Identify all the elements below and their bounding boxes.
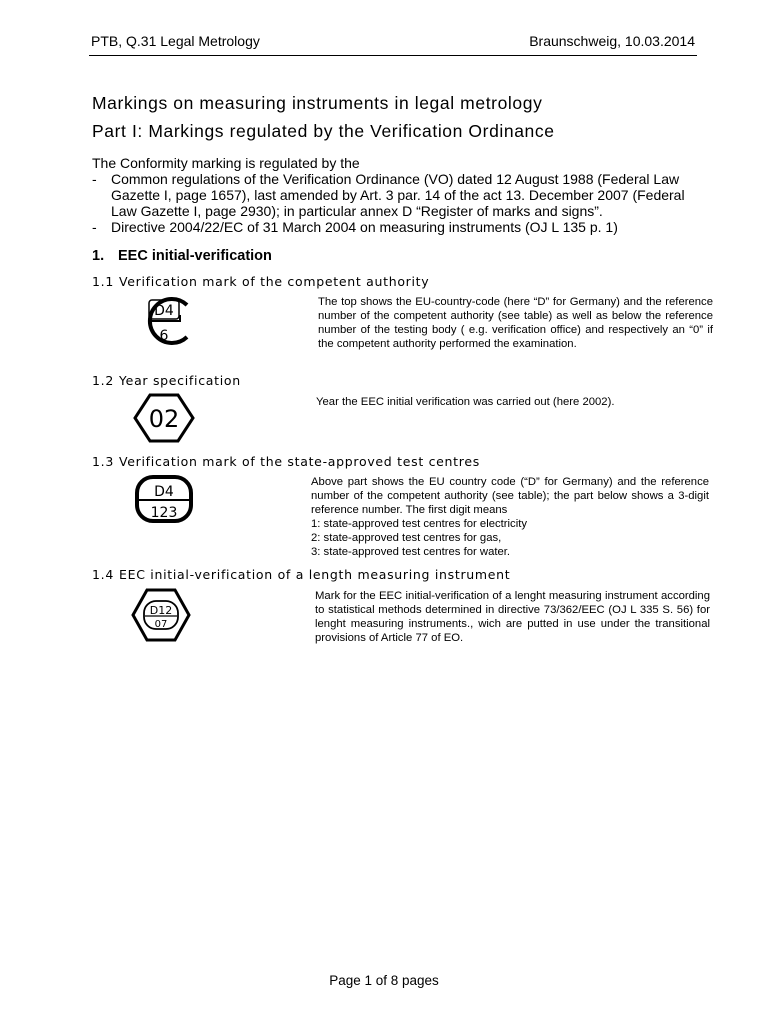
mark-top-text: D12 [149, 604, 173, 617]
list-item-text: Common regulations of the Verification Ordinance (VO) dated 12 August 1988 (Federal Law Gazette I, page 1657), last amended by Art. 3 par. 14 of the act 13. December 2007 (Federal Law Gazette I, page 2930); in particular annex D “Register of marks and signs”. [111, 171, 685, 219]
subsection-heading-1-3 [92, 454, 480, 469]
mark-bottom-text: 6 [159, 328, 169, 344]
subsection-title: Year specification [119, 373, 241, 388]
paragraph-1-3 [311, 475, 709, 559]
subsection-number: 1.3 [92, 454, 114, 469]
verification-mark-competent-authority [135, 296, 201, 346]
list-item-text: Directive 2004/22/EC of 31 March 2004 on measuring instruments (OJ L 135 p. 1) [111, 219, 618, 235]
header-date: Braunschweig, 10.03.2014 [529, 33, 695, 49]
mark-year-text: 02 [148, 405, 180, 433]
subsection-heading-1-4 [92, 567, 510, 582]
subsection-number: 1.4 [92, 567, 114, 582]
document-subtitle: Part I: Markings regulated by the Verification Ordinance [92, 121, 555, 141]
mark-top-text: D4 [154, 484, 174, 500]
list-item: 1: state-approved test centres for electricity [311, 518, 527, 530]
paragraph-1-4: Mark for the EEC initial-verification of a lenght measuring instrument according to statistical methods determined in directive 73/362/EEC (OJ L 335 S. 56) for lenght measuring instruments., wich are putted in use under the transitional provisions of Article 77 of EO. [315, 590, 710, 644]
list-dash: - [92, 171, 97, 187]
list-item: 2: state-approved test centres for gas, [311, 532, 502, 544]
year-specification-mark [133, 393, 195, 443]
subsection-heading-1-2 [92, 373, 241, 388]
section-title: EEC initial-verification [118, 248, 272, 264]
list-item [92, 171, 712, 219]
intro-list [92, 171, 712, 235]
mark-top-text: D4 [154, 303, 174, 319]
document-title: Markings on measuring instruments in legal metrology [92, 93, 543, 113]
mark-bottom-text: 123 [150, 505, 178, 521]
length-instrument-verification-mark [131, 588, 191, 642]
page-number: Page 1 of 8 pages [329, 973, 439, 988]
paragraph-1-2: Year the EEC initial verification was carried out (here 2002). [316, 396, 615, 408]
subsection-title: EEC initial-verification of a length measuring instrument [119, 567, 511, 582]
list-item [92, 219, 712, 235]
section-heading [92, 248, 272, 264]
subsection-title: Verification mark of the competent authority [119, 274, 430, 289]
subsection-title: Verification mark of the state-approved test centres [119, 454, 480, 469]
intro-block [92, 155, 712, 235]
list-item: 3: state-approved test centres for water. [311, 546, 511, 558]
section-number: 1. [92, 248, 105, 264]
subsection-number: 1.2 [92, 373, 114, 388]
mark-bottom-text: 07 [154, 619, 168, 630]
paragraph-text: Above part shows the EU country code (“D” for Germany) and the reference number of the competent authority (see table); the part below shows a 3-digit reference number. The first digit means [311, 476, 709, 516]
paragraph-1-1: The top shows the EU-country-code (here “D” for Germany) and the reference number of the competent authority (see table) as well as below the reference number of the testing body ( e.g. verification office) and respectively an “0” if the competent authority performed the examination. [318, 296, 713, 350]
verification-mark-test-centres [135, 475, 193, 523]
subsection-heading-1-1 [92, 274, 429, 289]
header-left: PTB, Q.31 Legal Metrology [91, 33, 260, 49]
intro-lead: The Conformity marking is regulated by the [92, 155, 360, 171]
header-rule [89, 55, 697, 56]
list-dash: - [92, 219, 97, 235]
subsection-number: 1.1 [92, 274, 114, 289]
